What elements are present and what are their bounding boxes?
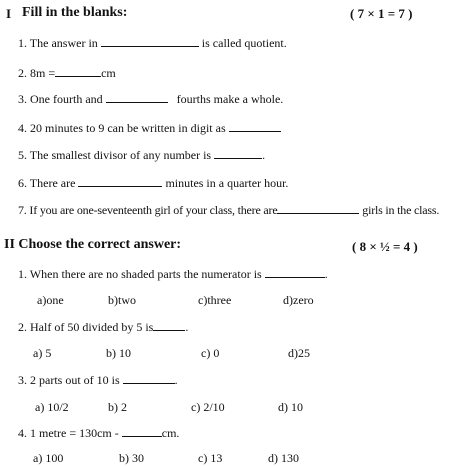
mcq-1-option-d[interactable]: d)zero <box>283 293 314 307</box>
question-number: 2. <box>18 320 27 334</box>
question-number: 4. <box>18 426 27 440</box>
question-number: 4. <box>18 121 27 135</box>
mcq-question-1 <box>18 267 328 282</box>
question-text: The answer in <box>29 36 98 50</box>
mcq-4-option-a[interactable]: a) 100 <box>33 451 64 465</box>
answer-blank[interactable] <box>229 121 281 132</box>
question-number: 6. <box>18 176 27 190</box>
answer-blank[interactable] <box>214 148 262 159</box>
answer-blank[interactable] <box>106 92 168 103</box>
mcq-4-option-c[interactable]: c) 13 <box>198 451 223 465</box>
fill-question-6 <box>18 176 288 191</box>
question-text-end: cm. <box>161 426 180 440</box>
question-text: The smallest divisor of any number is <box>29 148 212 162</box>
answer-blank[interactable] <box>55 66 101 77</box>
question-text: If you are one-seventeenth girl of your class, there are <box>29 203 278 217</box>
mcq-3-option-d[interactable]: d) 10 <box>278 400 303 414</box>
mcq-3-option-c[interactable]: c) 2/10 <box>191 400 225 414</box>
answer-blank[interactable] <box>101 36 199 47</box>
question-number: 5. <box>18 148 27 162</box>
answer-blank[interactable] <box>123 373 175 384</box>
question-text-end: . <box>174 373 178 387</box>
question-text: 1 metre = 130cm - <box>30 426 119 440</box>
fill-question-1 <box>18 36 287 51</box>
answer-blank[interactable] <box>265 267 325 278</box>
question-text: There are <box>29 176 76 190</box>
question-number: 7. <box>18 203 27 217</box>
question-text-end: fourths make a whole. <box>176 92 284 106</box>
question-text-end: is called quotient. <box>201 36 287 50</box>
fill-question-5 <box>18 148 265 163</box>
mcq-2-option-b[interactable]: b) 10 <box>106 346 131 360</box>
question-text: 2 parts out of 10 is <box>30 373 120 387</box>
mcq-2-option-a[interactable]: a) 5 <box>33 346 52 360</box>
mcq-1-option-b[interactable]: b)two <box>108 293 136 307</box>
section-1-title: Fill in the blanks: <box>22 5 128 20</box>
fill-question-3 <box>18 92 283 107</box>
answer-blank[interactable] <box>122 426 162 437</box>
question-text: Half of 50 divided by 5 is <box>30 320 154 334</box>
answer-blank[interactable] <box>277 203 359 214</box>
question-number: 2. <box>18 66 27 80</box>
question-text: 20 minutes to 9 can be written in digit as <box>30 121 226 135</box>
question-text: When there are no shaded parts the numerator is <box>29 267 262 281</box>
mcq-question-3 <box>18 373 178 388</box>
mcq-2-option-c[interactable]: c) 0 <box>201 346 220 360</box>
section-1-number: I <box>6 6 12 21</box>
question-text-end: cm <box>101 66 116 80</box>
question-text-end: minutes in a quarter hour. <box>165 176 289 190</box>
question-text: One fourth and <box>30 92 103 106</box>
section-2-title: Choose the correct answer: <box>18 237 182 252</box>
mcq-3-option-b[interactable]: b) 2 <box>108 400 127 414</box>
fill-question-7 <box>18 203 439 218</box>
fill-question-4 <box>18 121 281 136</box>
question-text-end: . <box>185 320 189 334</box>
mcq-2-option-d[interactable]: d)25 <box>288 346 310 360</box>
question-text-end: girls in the class. <box>362 203 440 217</box>
section-2-header <box>4 237 181 253</box>
section-2-number: II <box>4 237 15 252</box>
question-text-end: . <box>262 148 266 162</box>
mcq-3-option-a[interactable]: a) 10/2 <box>35 400 69 414</box>
question-number: 3. <box>18 92 27 106</box>
question-number: 1. <box>18 267 27 281</box>
answer-blank[interactable] <box>153 320 185 331</box>
section-2-marks: ( 8 × ½ = 4 ) <box>352 239 418 254</box>
mcq-4-option-d[interactable]: d) 130 <box>268 451 299 465</box>
answer-blank[interactable] <box>78 176 162 187</box>
question-number: 1. <box>18 36 27 50</box>
section-1-marks: ( 7 × 1 = 7 ) <box>350 6 413 21</box>
mcq-4-option-b[interactable]: b) 30 <box>119 451 144 465</box>
question-text-end: . <box>324 267 328 281</box>
mcq-1-option-a[interactable]: a)one <box>37 293 64 307</box>
question-text: 8m = <box>30 66 56 80</box>
mcq-1-option-c[interactable]: c)three <box>198 293 232 307</box>
question-number: 3. <box>18 373 27 387</box>
mcq-question-4 <box>18 426 179 441</box>
fill-question-2 <box>18 66 116 81</box>
mcq-question-2 <box>18 320 188 335</box>
